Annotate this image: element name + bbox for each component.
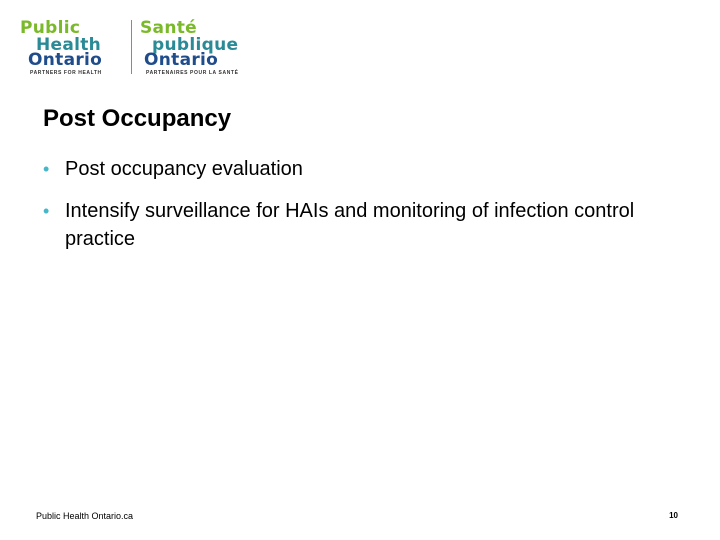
bullet-dot-icon: • [43,159,50,179]
logo-fr-line3: Ontario [144,50,219,70]
logo-en-tagline: PARTNERS FOR HEALTH [30,70,102,76]
logo-en-line1: Public [20,18,81,38]
bullet-item [43,197,663,253]
footer-website: Public Health Ontario.ca [36,511,134,521]
logo-fr-line2: publique [152,35,239,55]
bullet-item [43,155,663,183]
bullet-list [43,155,663,267]
bullet-text: Post occupancy evaluation [65,158,303,180]
logo-fr-line1: Santé [140,18,197,38]
logo-en-line2: Health [36,35,102,55]
page-number: 10 [669,511,678,520]
organization-logo [18,18,258,78]
logo-divider [131,20,132,74]
slide-title: Post Occupancy [43,105,232,132]
bullet-dot-icon: • [43,201,50,221]
logo-en-line3: Ontario [28,50,103,70]
bullet-text: Intensify surveillance for HAIs and monitoring of infection control practice [65,200,635,250]
logo-fr-tagline: PARTENAIRES POUR LA SANTÉ [146,70,239,76]
